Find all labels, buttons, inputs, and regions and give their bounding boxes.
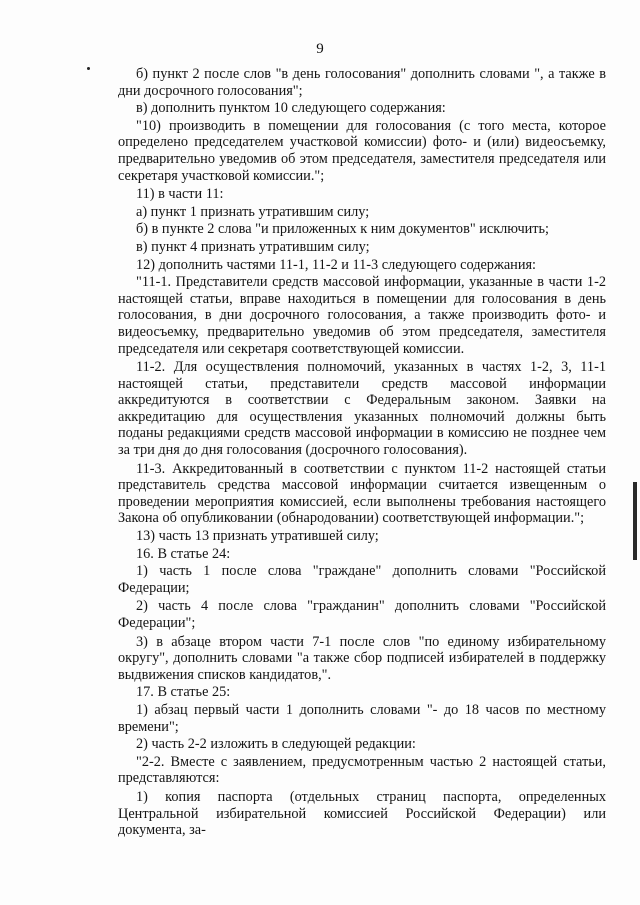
paragraph: 11-3. Аккредитованный в соответствии с пунктом 11-2 настоящей статьи представитель средства массовой информации считается извещенным о проведении мероприятия комиссией, если выполнены требования настоящего Закона об опубликовании (обнародовании) соответствующей информации."; (118, 460, 606, 527)
paragraph: "10) производить в помещении для голосования (с того места, которое определено председателем участковой комиссии) фото- и (или) видеосъемку, предварительно уведомив об этом председателя, заместителя председателя или секретаря участковой комиссии."; (118, 117, 606, 184)
paragraph: 11) в части 11: (136, 186, 224, 203)
paragraph: в) пункт 4 признать утратившим силу; (136, 238, 370, 255)
paragraph: 1) абзац первый части 1 дополнить словами "- до 18 часов по местному времени"; (118, 701, 606, 735)
paragraph: "2-2. Вместе с заявлением, предусмотренным частью 2 настоящей статьи, представляются: (118, 753, 606, 787)
paragraph: 1) часть 1 после слова "граждане" дополнить словами "Российской Федерации; (118, 563, 606, 596)
paragraph: 2) часть 4 после слова "гражданин" дополнить словами "Российской Федерации"; (118, 598, 606, 631)
paragraph: 16. В статье 24: (136, 545, 231, 562)
paragraph: "11-1. Представители средств массовой информации, указанные в части 1-2 настоящей статьи, вправе находиться в помещении для голосования в день голосования, в дни досрочного голосования, а также производить фото- и видеосъемку, предварительно уведомив об этом председателя, заместителя председателя или секретаря соответствующей комиссии. (118, 274, 606, 357)
paragraph: а) пункт 1 признать утратившим силу; (136, 203, 370, 220)
paragraph: б) в пункте 2 слова "и приложенных к ним документов" исключить; (136, 221, 550, 238)
paragraph: 3) в абзаце втором части 7-1 после слов "по единому избирательному округу", дополнить словами "а также сбор подписей избирателей в поддержку выдвижения списков кандидатов,". (118, 633, 606, 683)
paragraph: 11-2. Для осуществления полномочий, указанных в частях 1-2, 3, 11-1 настоящей статьи, представители средств массовой информации аккредитуются в соответствии с Федеральным законом. Заявки на аккредитацию для осуществления указанных полномочий должны быть поданы редакциями средств массовой информации в комиссию не позднее чем за три дня до дня голосования (досрочного голосования). (118, 359, 606, 459)
paragraph: 17. В статье 25: (136, 684, 231, 701)
body-text (118, 66, 606, 839)
scan-artifact-bar (633, 482, 637, 560)
paragraph: в) дополнить пунктом 10 следующего содержания: (136, 100, 446, 117)
page-number: 9 (316, 41, 324, 57)
scan-artifact-dot (87, 67, 90, 70)
paragraph: 2) часть 2-2 изложить в следующей редакции: (136, 736, 416, 753)
paragraph: 1) копия паспорта (отдельных страниц паспорта, определенных Центральной избирательной комиссией Российской Федерации) или документа, за- (118, 788, 606, 839)
paragraph: 12) дополнить частями 11-1, 11-2 и 11-3 следующего содержания: (136, 256, 537, 273)
paragraph: б) пункт 2 после слов "в день голосования" дополнить словами ", а также в дни досрочного голосования"; (118, 66, 606, 99)
paragraph: 13) часть 13 признать утратившей силу; (136, 528, 379, 545)
